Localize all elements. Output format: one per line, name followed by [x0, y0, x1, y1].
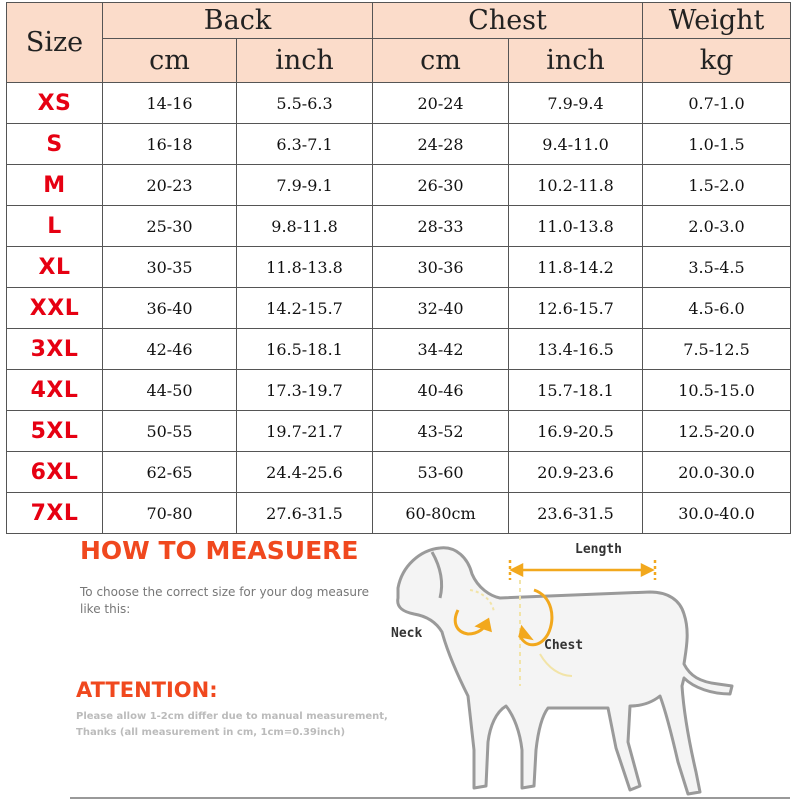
bottom-divider	[70, 797, 790, 799]
measure-description: To choose the correct size for your dog measure like this:	[80, 585, 370, 616]
size-label: S	[7, 124, 103, 165]
how-to-measure-title: HOW TO MEASUERE	[80, 536, 359, 565]
back-cm-cell: 16-18	[103, 124, 237, 165]
size-label: L	[7, 206, 103, 247]
chest-cm-cell: 34-42	[373, 329, 509, 370]
size-label: M	[7, 165, 103, 206]
table-row	[7, 493, 791, 534]
size-label: XXL	[7, 288, 103, 329]
chest-inch-cell: 16.9-20.5	[509, 411, 643, 452]
chest-cm-cell: 60-80cm	[373, 493, 509, 534]
chest-inch-cell: 15.7-18.1	[509, 370, 643, 411]
table-row	[7, 165, 791, 206]
size-label: XS	[7, 83, 103, 124]
chest-cm-cell: 43-52	[373, 411, 509, 452]
table-body	[7, 83, 791, 534]
back-inch-cell: 11.8-13.8	[237, 247, 373, 288]
size-label: 4XL	[7, 370, 103, 411]
size-label: 7XL	[7, 493, 103, 534]
chest-label: Chest	[544, 638, 584, 653]
dog-outline	[398, 548, 732, 794]
chest-inch-cell: 7.9-9.4	[509, 83, 643, 124]
size-label: 3XL	[7, 329, 103, 370]
back-cm-cell: 25-30	[103, 206, 237, 247]
back-inch-cell: 24.4-25.6	[237, 452, 373, 493]
back-cm-cell: 70-80	[103, 493, 237, 534]
chest-cm-cell: 32-40	[373, 288, 509, 329]
table-row	[7, 288, 791, 329]
chest-inch-cell: 9.4-11.0	[509, 124, 643, 165]
chest-cm-cell: 53-60	[373, 452, 509, 493]
weight-cell: 7.5-12.5	[643, 329, 791, 370]
weight-cell: 4.5-6.0	[643, 288, 791, 329]
chest-inch-cell: 11.0-13.8	[509, 206, 643, 247]
attention-note: Please allow 1-2cm differ due to manual measurement, Thanks (all measurement in cm, 1cm=0.39inch)	[76, 711, 388, 738]
back-inch-cell: 16.5-18.1	[237, 329, 373, 370]
chest-inch-cell: 10.2-11.8	[509, 165, 643, 206]
back-inch-cell: 5.5-6.3	[237, 83, 373, 124]
attention-title: ATTENTION:	[76, 678, 218, 702]
weight-cell: 2.0-3.0	[643, 206, 791, 247]
chest-cm-cell: 20-24	[373, 83, 509, 124]
weight-cell: 1.5-2.0	[643, 165, 791, 206]
header-back: Back	[103, 3, 373, 39]
weight-cell: 3.5-4.5	[643, 247, 791, 288]
chest-inch-cell: 13.4-16.5	[509, 329, 643, 370]
header-size: Size	[7, 3, 103, 83]
back-cm-cell: 44-50	[103, 370, 237, 411]
chest-inch-cell: 20.9-23.6	[509, 452, 643, 493]
neck-label: Neck	[391, 626, 423, 641]
back-inch-cell: 9.8-11.8	[237, 206, 373, 247]
back-cm-cell: 30-35	[103, 247, 237, 288]
chest-inch-cell: 11.8-14.2	[509, 247, 643, 288]
chest-cm-cell: 26-30	[373, 165, 509, 206]
measure-guide	[0, 536, 800, 800]
size-label: 6XL	[7, 452, 103, 493]
weight-cell: 12.5-20.0	[643, 411, 791, 452]
back-inch-cell: 14.2-15.7	[237, 288, 373, 329]
chest-cm-cell: 30-36	[373, 247, 509, 288]
size-chart-table	[6, 2, 791, 534]
table-row	[7, 83, 791, 124]
table-row	[7, 452, 791, 493]
header-chest-cm: cm	[373, 39, 509, 83]
chest-cm-cell: 28-33	[373, 206, 509, 247]
weight-cell: 30.0-40.0	[643, 493, 791, 534]
back-cm-cell: 50-55	[103, 411, 237, 452]
weight-cell: 10.5-15.0	[643, 370, 791, 411]
back-inch-cell: 27.6-31.5	[237, 493, 373, 534]
header-weight-kg: kg	[643, 39, 791, 83]
length-measure	[510, 560, 655, 580]
back-cm-cell: 14-16	[103, 83, 237, 124]
back-cm-cell: 62-65	[103, 452, 237, 493]
weight-cell: 1.0-1.5	[643, 124, 791, 165]
table-header	[7, 3, 791, 83]
header-chest: Chest	[373, 3, 643, 39]
header-back-inch: inch	[237, 39, 373, 83]
size-label: 5XL	[7, 411, 103, 452]
back-inch-cell: 19.7-21.7	[237, 411, 373, 452]
length-label: Length	[575, 542, 622, 557]
back-cm-cell: 20-23	[103, 165, 237, 206]
header-chest-inch: inch	[509, 39, 643, 83]
chest-cm-cell: 24-28	[373, 124, 509, 165]
weight-cell: 20.0-30.0	[643, 452, 791, 493]
table-row	[7, 370, 791, 411]
header-weight: Weight	[643, 3, 791, 39]
back-inch-cell: 7.9-9.1	[237, 165, 373, 206]
back-cm-cell: 42-46	[103, 329, 237, 370]
back-cm-cell: 36-40	[103, 288, 237, 329]
table-row	[7, 329, 791, 370]
header-back-cm: cm	[103, 39, 237, 83]
dog-measure-illustration	[0, 536, 800, 800]
back-inch-cell: 6.3-7.1	[237, 124, 373, 165]
back-inch-cell: 17.3-19.7	[237, 370, 373, 411]
chest-inch-cell: 23.6-31.5	[509, 493, 643, 534]
size-label: XL	[7, 247, 103, 288]
table-row	[7, 411, 791, 452]
chest-cm-cell: 40-46	[373, 370, 509, 411]
weight-cell: 0.7-1.0	[643, 83, 791, 124]
table-row	[7, 247, 791, 288]
table-row	[7, 206, 791, 247]
chest-inch-cell: 12.6-15.7	[509, 288, 643, 329]
table-row	[7, 124, 791, 165]
